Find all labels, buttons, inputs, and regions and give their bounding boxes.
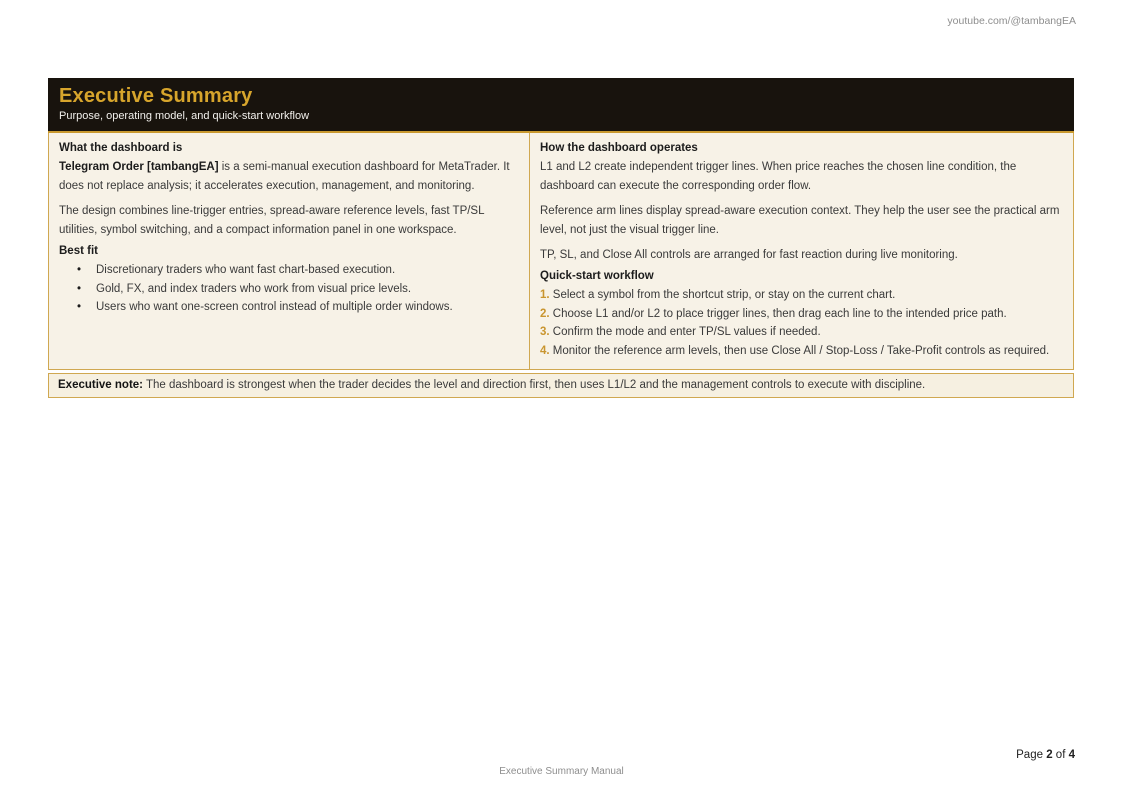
footer-document-title: Executive Summary Manual [499,766,624,777]
step-number: 3. [540,326,550,338]
step-text: Choose L1 and/or L2 to place trigger lines, then drag each line to the intended price path. [549,307,1007,320]
step-number: 1. [540,289,550,301]
heading-how-operates: How the dashboard operates [540,142,698,154]
page-number-prefix: Page [1016,749,1047,761]
page-title: Executive Summary [59,85,253,107]
content-table [48,133,1074,370]
heading-quick-start-workflow: Quick-start workflow [540,270,654,282]
list-item: • Users who want one-screen control instead of multiple order windows. [77,298,519,317]
best-fit-list [59,261,519,317]
workflow-step [540,286,1063,305]
step-number: 4. [540,344,550,357]
workflow-step [540,305,1063,324]
list-item: • Gold, FX, and index traders who work from visual price levels. [77,280,519,299]
paragraph-design-description: The design combines line-trigger entries, spread-aware reference levels, fast TP/SL utilities, symbol switching, and a compact information panel in one workspace. [59,205,485,236]
step-text: Confirm the mode and enter TP/SL values if needed. [549,326,821,338]
page-number-current: 2 [1046,749,1053,761]
page-subtitle: Purpose, operating model, and quick-start workflow [59,110,310,122]
page-number-total: 4 [1068,749,1075,761]
step-text: Select a symbol from the shortcut strip, or stay on the current chart. [549,289,896,301]
heading-best-fit: Best fit [59,245,98,257]
section-what-the-dashboard-is [49,133,530,369]
document-header [48,78,1074,133]
workflow-step [540,323,1063,342]
paragraph-trigger-lines: L1 and L2 create independent trigger lines. When price reaches the chosen line condition, the dashboard can execute the corresponding order flow. [540,161,1017,192]
executive-note-label: Executive note: [58,379,143,391]
list-item: • Discretionary traders who want fast chart-based execution. [77,261,519,280]
document-body [48,78,1074,398]
channel-url-watermark: youtube.com/@tambangEA [947,15,1076,27]
workflow-step [540,342,1063,361]
paragraph-reference-arm: Reference arm lines display spread-aware execution context. They help the user see the practical arm level, not just the visual trigger line. [540,205,1060,236]
product-description-text: is a semi-manual execution dashboard for MetaTrader. It does not replace analysis; it accelerates execution, management, and monitoring. [59,161,510,192]
executive-note-bar [48,373,1074,398]
page-number-of: of [1052,749,1069,761]
page-number [1016,749,1075,761]
section-how-dashboard-operates [530,133,1073,369]
paragraph-product-description [59,158,519,196]
paragraph-controls: TP, SL, and Close All controls are arranged for fast reaction during live monitoring. [540,249,958,261]
product-name-bold: Telegram Order [tambangEA] [59,161,219,173]
heading-what-dashboard-is: What the dashboard is [59,142,183,154]
step-number: 2. [540,307,550,320]
step-text: Monitor the reference arm levels, then use Close All / Stop-Loss / Take-Profit controls as required. [549,344,1050,357]
executive-note-text: The dashboard is strongest when the trader decides the level and direction first, then uses L1/L2 and the management controls to execute with discipline. [143,379,926,391]
workflow-steps [540,286,1063,360]
